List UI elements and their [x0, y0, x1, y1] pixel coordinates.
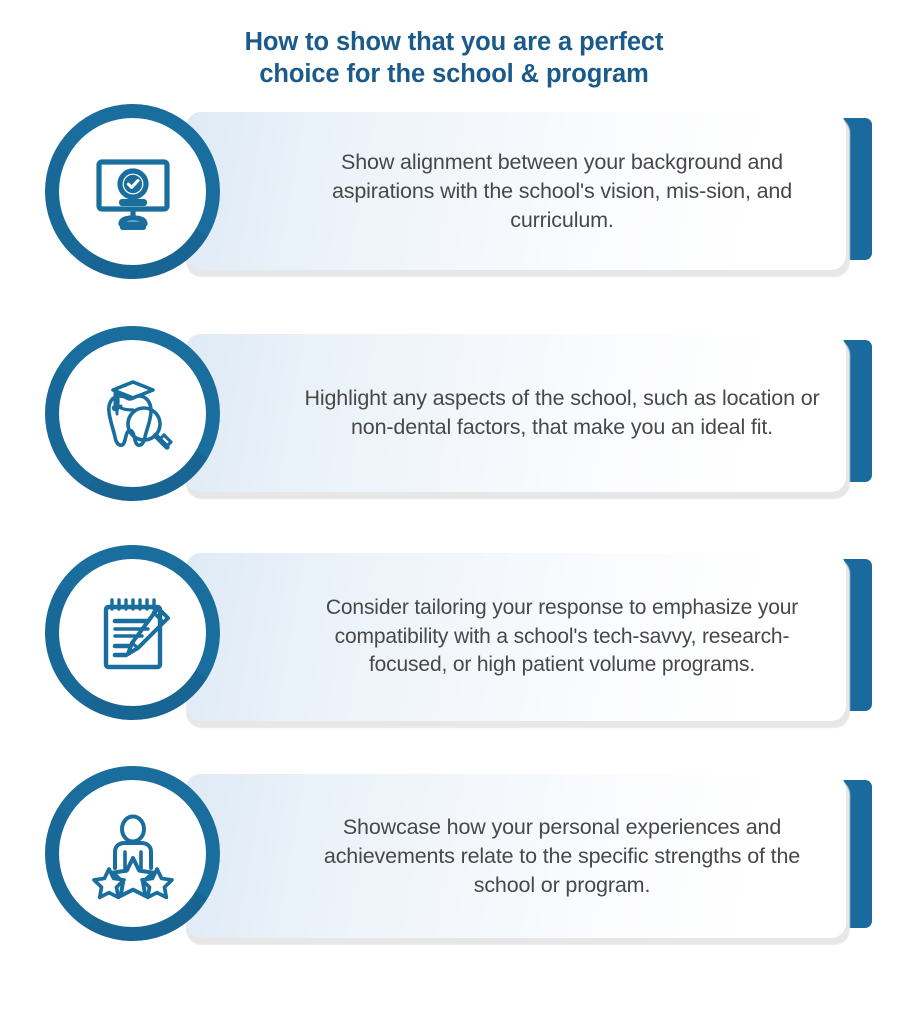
info-card-text: Highlight any aspects of the school, such as location or non-dental factors, that make you an ideal fit. [304, 386, 820, 439]
page-title [0, 26, 908, 90]
info-card [186, 553, 846, 721]
info-card-row-2 [0, 326, 908, 516]
monitor-check-icon [45, 104, 220, 279]
info-card-row-3 [0, 545, 908, 740]
notepad-pencil-icon [45, 545, 220, 720]
info-card [186, 774, 846, 938]
page-title-line-2: choice for the school & program [259, 60, 649, 88]
info-card-text: Consider tailoring your response to emphasize your compatibility with a school's tech-savvy, research-focused, or high patient volume programs. [325, 596, 799, 677]
person-three-stars-icon [45, 766, 220, 941]
info-card-row-4 [0, 766, 908, 961]
info-card-text: Show alignment between your background and aspirations with the school's vision, mis-sion, and curriculum. [331, 149, 793, 232]
info-card [186, 112, 846, 270]
info-card-row-1 [0, 104, 908, 294]
info-card [186, 334, 846, 492]
info-card-text: Showcase how your personal experiences and achievements relate to the specific strengths of the school or program. [323, 814, 801, 897]
page-title-line-1: How to show that you are a perfect [244, 28, 664, 56]
tooth-graduation-magnifier-icon [45, 326, 220, 501]
